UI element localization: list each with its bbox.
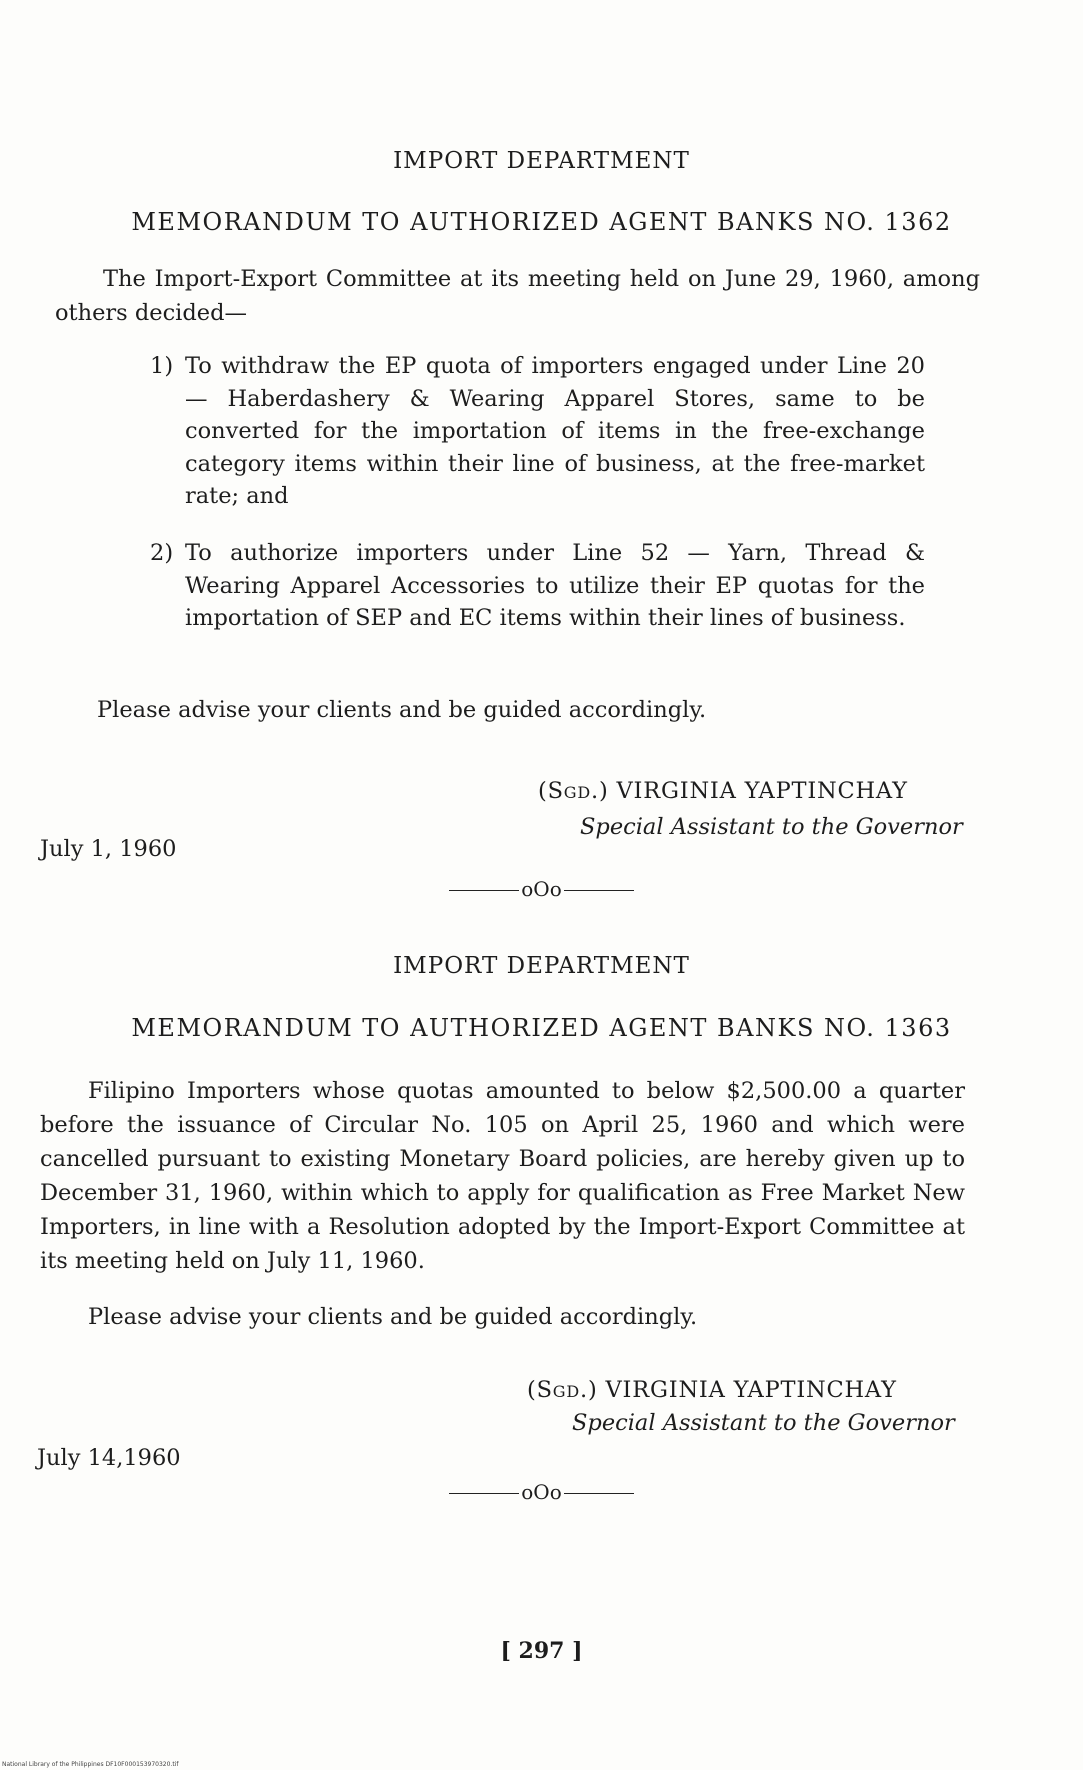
memo2-body: Filipino Importers whose quotas amounted to below $2,500.00 a quarter before the issuance of Circular No. 105 on April 25, 1960 and which were cancelled pursuant to existing Monetary Board policies, are hereby given up to December 31, 1960, within which to apply for qualification as Free Market New Importers, in line with a Resolution adopted by the Import-Export Committee at its meeting held on July 11, 1960. [40, 1078, 965, 1274]
memo1-signature-name: VIRGINIA YAPTINCHAY [616, 778, 908, 804]
memo1-item-1-number: 1) [150, 353, 174, 379]
memo1-item-1-text: To withdraw the EP quota of importers engaged under Line 20 — Haberdashery & Wearing Apparel Stores, same to be converted for the importation of items in the free-exchange category items within their line of business, at the free-market rate; and [185, 353, 925, 509]
memo2-signature-title: Special Assistant to the Governor [572, 1410, 955, 1436]
memo1-department-heading: IMPORT DEPARTMENT [393, 148, 690, 174]
memo1-date: July 1, 1960 [40, 836, 177, 862]
divider-rule-right [564, 1493, 634, 1494]
divider-rule-left [449, 890, 519, 891]
memo2-department-heading: IMPORT DEPARTMENT [393, 953, 690, 979]
divider-rule-left [449, 1493, 519, 1494]
memo2-divider [0, 1480, 1083, 1504]
memo1-item-2-number: 2) [150, 540, 174, 566]
memo1-divider-mark: oOo [521, 877, 562, 901]
memo1-intro: The Import-Export Committee at its meeting held on June 29, 1960, among others decided— [55, 266, 980, 326]
memo2-closing: Please advise your clients and be guided accordingly. [88, 1304, 698, 1330]
memo2-signature [527, 1377, 897, 1403]
footer-note: National Library of the Philippines DF10F000153970320.tif [2, 1761, 179, 1768]
memo1-signature-title: Special Assistant to the Governor [580, 814, 963, 840]
memo1-signature [538, 778, 908, 804]
memo1-signature-prefix: (Sgd.) [538, 778, 609, 804]
divider-rule-right [564, 890, 634, 891]
memo1-divider [0, 877, 1083, 901]
memo2-signature-name: VIRGINIA YAPTINCHAY [605, 1377, 897, 1403]
memo1-item-2-text: To authorize importers under Line 52 — Yarn, Thread & Wearing Apparel Accessories to utilize their EP quotas for the importation of SEP and EC items within their lines of business. [185, 540, 925, 631]
memo1-closing: Please advise your clients and be guided accordingly. [97, 697, 707, 723]
memo1-title: MEMORANDUM TO AUTHORIZED AGENT BANKS NO. 1362 [131, 208, 952, 236]
memo2-divider-mark: oOo [521, 1480, 562, 1504]
memo2-date: July 14,1960 [37, 1445, 181, 1471]
memo2-signature-prefix: (Sgd.) [527, 1377, 598, 1403]
memo2-title: MEMORANDUM TO AUTHORIZED AGENT BANKS NO. 1363 [131, 1014, 952, 1042]
page-number: [ 297 ] [500, 1638, 583, 1664]
